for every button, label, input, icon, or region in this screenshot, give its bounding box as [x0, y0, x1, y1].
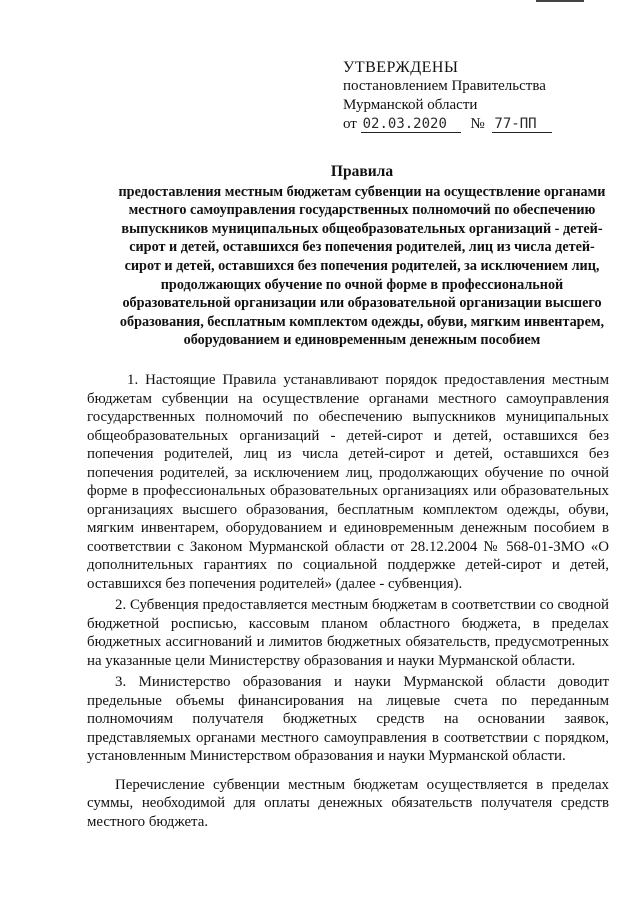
approval-date-prefix: от — [343, 116, 357, 132]
approval-number: 77-ПП — [492, 117, 552, 133]
paragraph-2: 2. Субвенция предоставляется местным бюджетам в соответствии со сводной бюджетной росписью, кассовым планом областного бюджета, в пределах бюджетных ассигнований и лимитов бюджетных обязательств, предусмотренных на указанные цели Министерству образования и науки Мурманской области. — [87, 597, 609, 669]
title-subtitle: предоставления местным бюджетам субвенции на осуществление органами местного самоуправления государственных полномочий по обеспечению выпускников муниципальных общеобразовательных организаций - детей-сирот и детей, оставшихся без попечения родителей, лиц из числа детей-сирот и детей, оставшихся без попечения родителей, за исключением лиц, продолжающих обучение по очной форме в профессиональной образовательной организации или образовательной организации высшего образования, бесплатным комплектом одежды, обуви, мягким инвентарем, оборудованием и единовременным денежным пособием — [118, 183, 606, 349]
approval-date-line — [343, 115, 613, 134]
title-main: Правила — [330, 163, 394, 180]
approval-stamp: УТВЕРЖДЕНЫ — [343, 59, 459, 76]
scan-edge-mark — [536, 0, 584, 2]
approval-line-2: Мурманской области — [343, 97, 478, 113]
approval-line-1: постановлением Правительства — [343, 78, 546, 94]
paragraph-1: 1. Настоящие Правила устанавливают порядок предоставления местным бюджетам субвенции на осуществление органами местного самоуправления государственных полномочий по обеспечению выпускников муниципальных общеобразовательных организаций - детей-сирот и детей, оставшихся без попечения родителей, лиц из числа детей-сирот и детей, оставшихся без попечения родителей, за исключением лиц, продолжающих обучение по очной форме в профессиональных образовательных организациях или образовательных организациях высшего образования, бесплатным комплектом одежды, обуви, мягким инвентарем, оборудованием и единовременным денежным пособием в соответствии с Законом Мурманской области от 28.12.2004 № 568-01-ЗМО «О дополнительных гарантиях по социальной поддержке детей-сирот и детей, оставшихся без попечения родителей» (далее - субвенция). — [87, 372, 609, 592]
approval-block — [343, 58, 613, 134]
paragraph-3: 3. Министерство образования и науки Мурманской области доводит предельные объемы финансирования на лицевые счета по переданным полномочиям получателя бюджетных средств на основании заявок, представляемых органами местного самоуправления в соответствии с порядком, установленным Министерством образования и науки Мурманской области. — [87, 674, 609, 764]
document-body — [87, 371, 609, 834]
document-title — [115, 163, 609, 350]
approval-number-sign: № — [470, 116, 485, 132]
paragraph-4: Перечисление субвенции местным бюджетам осуществляется в пределах суммы, необходимой для оплаты денежных обязательств получателя средств местного бюджета. — [87, 776, 609, 830]
approval-date: 02.03.2020 — [361, 117, 461, 133]
